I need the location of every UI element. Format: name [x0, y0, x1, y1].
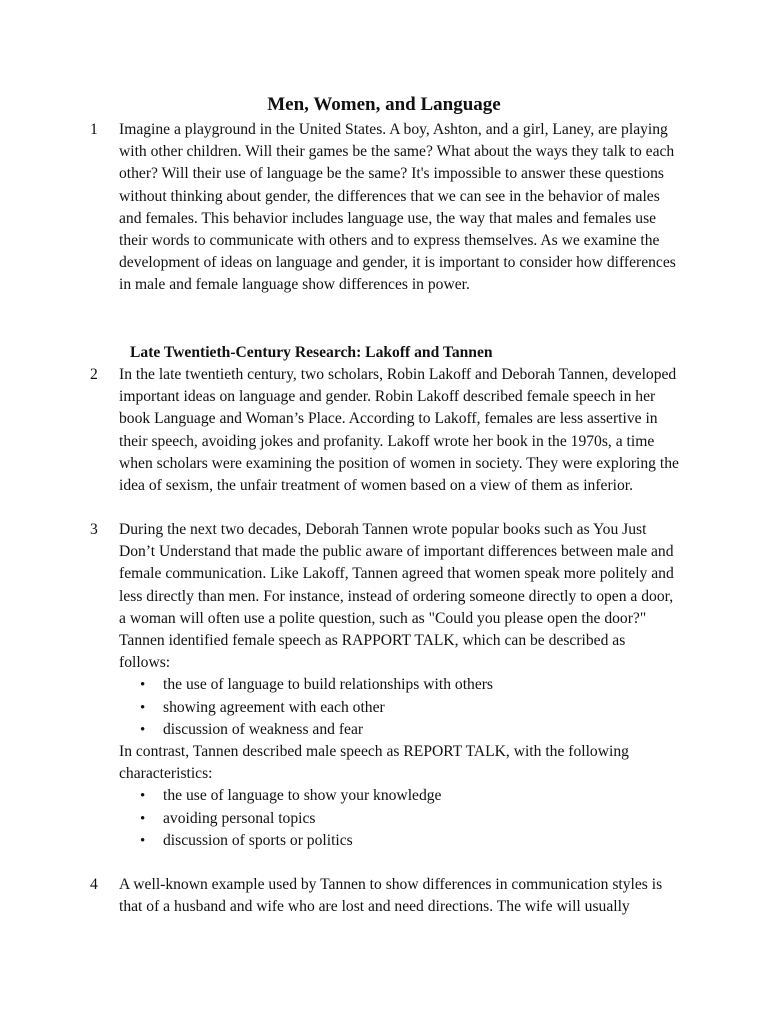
paragraph-4 [90, 874, 690, 918]
paragraph-number: 2 [90, 366, 98, 383]
list-item: • discussion of weakness and fear [119, 719, 679, 741]
paragraph-3 [90, 519, 690, 852]
paragraph-content [119, 519, 679, 852]
list-item: • the use of language to show your knowledge [119, 785, 679, 807]
paragraph-number: 4 [90, 876, 98, 893]
paragraph-text: During the next two decades, Deborah Tannen wrote popular books such as You Just Don’t Understand that made the public aware of important differences between male and female communication. Like Lakoff, Tannen agreed that women speak more politely and less directly than men. For instance, instead of ordering someone directly to open a door, a woman will often use a polite question, such as "Could you please open the door?" [119, 521, 674, 627]
rapport-list [119, 674, 679, 741]
list-item: • showing agreement with each other [119, 697, 679, 719]
list-item: • discussion of sports or politics [119, 830, 679, 852]
report-list [119, 785, 679, 852]
paragraph-number: 1 [90, 121, 98, 138]
paragraph-1 [90, 119, 690, 297]
paragraph-number: 3 [90, 521, 98, 538]
bullet-icon: • [140, 699, 146, 716]
paragraph-text: A well-known example used by Tannen to show differences in communication styles is that of a husband and wife who are lost and need directions. The wife will usually [119, 876, 663, 916]
report-intro: In contrast, Tannen described male speech as REPORT TALK, with the following characteristics: [119, 743, 629, 783]
paragraph-text: Imagine a playground in the United States. A boy, Ashton, and a girl, Laney, are playing with other children. Will their games be the same? What about the ways they talk to each other? Will their use of language be the same? It's impossible to answer these questions without thinking about gender, the differences that we can see in the behavior of males and females. This behavior includes language use, the way that males and females use their words to communicate with others and to express themselves. As we examine the development of ideas on language and gender, it is important to consider how differences in male and female language show differences in power. [119, 121, 676, 294]
bullet-icon: • [140, 788, 146, 805]
bullet-icon: • [140, 832, 146, 849]
bullet-icon: • [140, 721, 146, 738]
document-title: Men, Women, and Language [267, 94, 501, 115]
paragraph-text: In the late twentieth century, two scholars, Robin Lakoff and Deborah Tannen, developed important ideas on language and gender. Robin Lakoff described female speech in her book Language and Woman’s Place. According to Lakoff, females are less assertive in their speech, avoiding jokes and profanity. Lakoff wrote her book in the 1970s, a time when scholars were examining the position of women in society. They were exploring the idea of sexism, the unfair treatment of women based on a view of them as inferior. [119, 366, 679, 495]
rapport-intro: Tannen identified female speech as RAPPORT TALK, which can be described as follows: [119, 632, 626, 672]
list-item: • avoiding personal topics [119, 808, 679, 830]
bullet-icon: • [140, 810, 146, 827]
list-item: • the use of language to build relationships with others [119, 674, 679, 696]
bullet-icon: • [140, 677, 146, 694]
paragraph-2 [90, 364, 690, 497]
section-heading: Late Twentieth-Century Research: Lakoff and Tannen [130, 344, 493, 361]
